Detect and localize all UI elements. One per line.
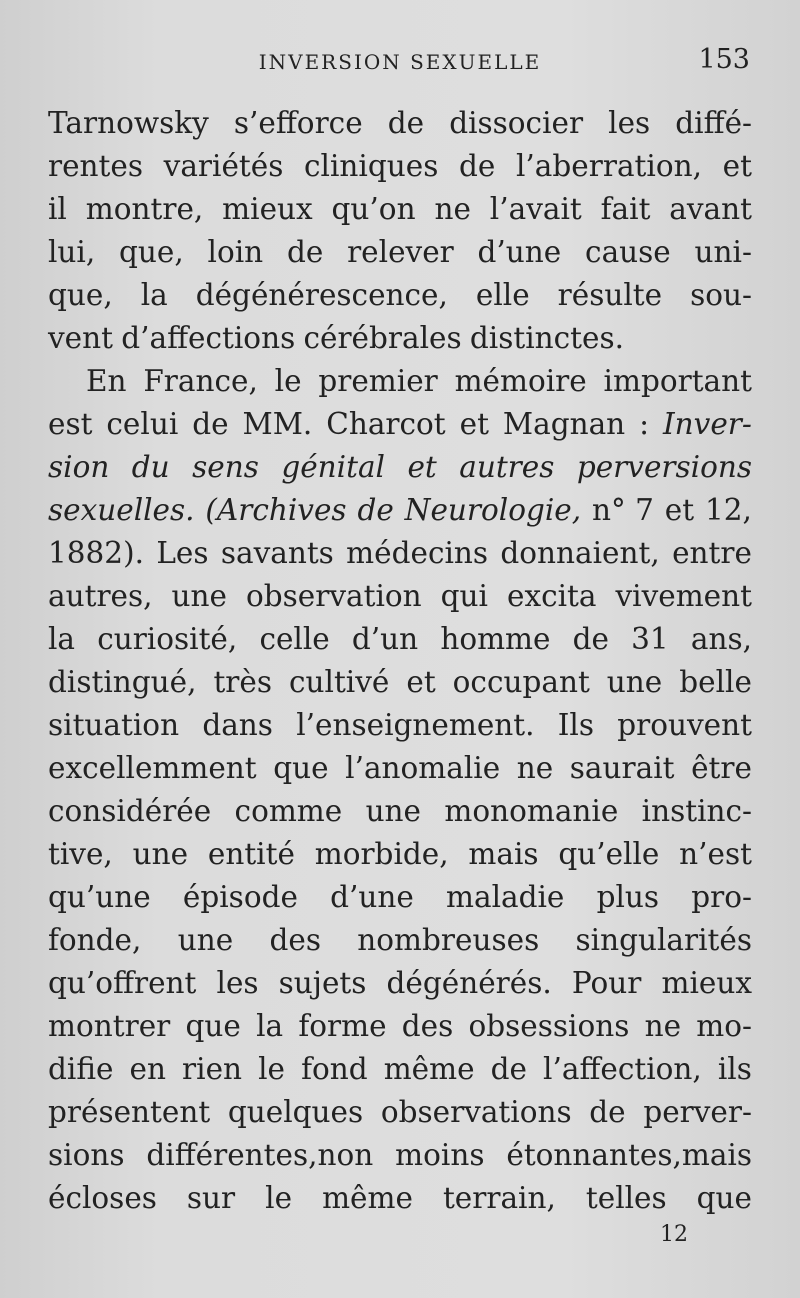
word: instinc-: [641, 794, 752, 828]
word: de: [286, 235, 324, 269]
word: vivement: [615, 579, 752, 613]
word: sou-: [690, 278, 752, 312]
word: d’un: [351, 622, 419, 656]
text-line: [48, 188, 752, 231]
word: que,: [119, 235, 184, 269]
word: dégénérés.: [386, 966, 552, 1000]
word: monomanie: [444, 794, 619, 828]
word: qu’on: [331, 192, 416, 226]
word: situation: [48, 708, 180, 742]
word: celui: [106, 407, 179, 441]
text-line: [48, 231, 752, 274]
word: obsessions: [468, 1009, 630, 1043]
word: tive,: [48, 837, 113, 871]
word: et: [406, 665, 436, 699]
word: mémoire: [454, 364, 587, 398]
word: médecins: [346, 536, 489, 570]
running-head: [48, 44, 752, 80]
text-line: [48, 102, 752, 145]
text-line: [48, 1048, 752, 1091]
word: savants: [220, 536, 334, 570]
word: que: [273, 751, 329, 785]
word: Tarnowsky: [48, 106, 209, 140]
word: forme: [298, 1009, 387, 1043]
word: relever: [347, 235, 454, 269]
word: et: [459, 407, 489, 441]
word: une: [606, 665, 663, 699]
word: une: [177, 923, 234, 957]
signature-mark: 12: [660, 1222, 688, 1247]
word: l’enseignement.: [296, 708, 535, 742]
text-line: [48, 962, 752, 1005]
word: France,: [143, 364, 258, 398]
word: une: [132, 837, 189, 871]
text-line: [48, 274, 752, 317]
word: ne: [644, 1009, 682, 1043]
word: difie: [48, 1052, 114, 1086]
word: d’une: [477, 235, 562, 269]
word: sion: [48, 450, 110, 484]
word: dégénérescence,: [195, 278, 448, 312]
text-line: [48, 575, 752, 618]
word: les: [608, 106, 651, 140]
word: est: [48, 407, 93, 441]
word: rentes: [48, 149, 144, 183]
word: terrain,: [442, 1181, 556, 1215]
word: distinctes.: [469, 321, 624, 355]
word: saurait: [569, 751, 675, 785]
word: mieux: [661, 966, 752, 1000]
word: l’aberration,: [516, 149, 702, 183]
word: étonnantes,mais: [506, 1138, 752, 1172]
word: morbide,: [314, 837, 449, 871]
text-line: [48, 919, 752, 962]
word: sur: [186, 1181, 236, 1215]
text-line: [48, 489, 752, 532]
word: curiosité,: [97, 622, 238, 656]
word: nombreuses: [357, 923, 540, 957]
word: il: [48, 192, 67, 226]
word: excellemment: [48, 751, 257, 785]
word: homme: [440, 622, 551, 656]
word: s’efforce: [233, 106, 363, 140]
word: Charcot: [326, 407, 446, 441]
word: mais: [468, 837, 539, 871]
word: n’est: [679, 837, 752, 871]
text-line: [48, 1005, 752, 1048]
text-line: [48, 790, 752, 833]
word: dissocier: [449, 106, 584, 140]
text-line: [48, 618, 752, 661]
text-line: [48, 145, 752, 188]
word: cérébrales: [303, 321, 462, 355]
word: même: [383, 1052, 475, 1086]
word: que: [185, 1009, 241, 1043]
word: cause: [585, 235, 671, 269]
word: le: [265, 1181, 293, 1215]
word: de: [490, 1052, 527, 1086]
word: en: [129, 1052, 166, 1086]
word: de: [192, 407, 229, 441]
word: des: [269, 923, 321, 957]
word: vent: [48, 321, 113, 355]
word: et: [664, 493, 695, 527]
word: le: [258, 1052, 286, 1086]
word: que,: [48, 278, 113, 312]
word: comme: [234, 794, 343, 828]
word: elle: [475, 278, 530, 312]
word: prouvent: [617, 708, 752, 742]
word: fonde,: [48, 923, 142, 957]
word: entre: [672, 536, 752, 570]
word: premier: [318, 364, 438, 398]
word: et: [407, 450, 437, 484]
word: très: [213, 665, 273, 699]
text-line: [48, 1177, 752, 1220]
text-line: [48, 747, 752, 790]
word: une: [171, 579, 227, 613]
word: autres: [459, 450, 555, 484]
word: important: [603, 364, 752, 398]
word: variétés: [163, 149, 284, 183]
word: entité: [207, 837, 295, 871]
word: MM.: [242, 407, 313, 441]
word: montre,: [85, 192, 204, 226]
word: montrer: [48, 1009, 171, 1043]
word: occupant: [452, 665, 590, 699]
word: de: [459, 149, 496, 183]
word: donnaient,: [500, 536, 660, 570]
word: 1882).: [48, 536, 144, 570]
word: observations: [380, 1095, 572, 1129]
word: mieux: [222, 192, 313, 226]
word: singularités: [575, 923, 752, 957]
word: et: [722, 149, 752, 183]
word: loin: [207, 235, 264, 269]
word: Ils: [557, 708, 594, 742]
word: l’anomalie: [345, 751, 501, 785]
word: de: [589, 1095, 626, 1129]
word: résulte: [557, 278, 663, 312]
word: belle: [679, 665, 752, 699]
word: :: [639, 407, 650, 441]
word: qui: [440, 579, 488, 613]
word: de: [357, 493, 394, 527]
word: observation: [246, 579, 422, 613]
word: diffé-: [675, 106, 752, 140]
word: même: [322, 1181, 413, 1215]
word: telles: [585, 1181, 667, 1215]
running-title: INVERSION SEXUELLE: [258, 50, 542, 74]
text-line: [48, 661, 752, 704]
word: distingué,: [48, 665, 197, 699]
word: que: [696, 1181, 752, 1215]
word: Magnan: [502, 407, 626, 441]
word: sujets: [278, 966, 367, 1000]
word: l’affection,: [543, 1052, 702, 1086]
word: épisode: [182, 880, 298, 914]
word: Pour: [571, 966, 642, 1000]
word: 12,: [705, 493, 752, 527]
word: plus: [596, 880, 660, 914]
word: le: [274, 364, 302, 398]
page-number: 153: [698, 44, 750, 75]
word: avant: [669, 192, 752, 226]
text-line: [48, 532, 752, 575]
text-line: [48, 876, 752, 919]
word: être: [691, 751, 752, 785]
body-text: [48, 102, 752, 1220]
word: génital: [281, 450, 385, 484]
word: perversions: [576, 450, 752, 484]
text-line: [48, 317, 752, 360]
word: d’affections: [121, 321, 296, 355]
word: fond: [301, 1052, 368, 1086]
word: uni-: [694, 235, 752, 269]
word: différentes,non: [146, 1138, 374, 1172]
word: Inver-: [663, 407, 752, 441]
text-line: [48, 446, 752, 489]
word: (Archives: [205, 493, 347, 527]
word: considérée: [48, 794, 212, 828]
word: cultivé: [289, 665, 390, 699]
word: quelques: [227, 1095, 364, 1129]
text-line: [48, 833, 752, 876]
word: sexuelles.: [48, 493, 195, 527]
text-line: [48, 1091, 752, 1134]
word: lui,: [48, 235, 96, 269]
word: maladie: [446, 880, 565, 914]
word: d’une: [330, 880, 414, 914]
word: qu’une: [48, 880, 151, 914]
word: du: [131, 450, 170, 484]
text-line: [48, 1134, 752, 1177]
word: présentent: [48, 1095, 211, 1129]
word: pro-: [691, 880, 752, 914]
text-line: [48, 403, 752, 446]
word: sens: [192, 450, 259, 484]
word: rien: [182, 1052, 243, 1086]
word: En: [86, 364, 127, 398]
word: mo-: [696, 1009, 752, 1043]
word: n° 7: [592, 493, 654, 527]
word: des: [401, 1009, 454, 1043]
word: de: [572, 622, 609, 656]
word: la: [140, 278, 168, 312]
word: cliniques: [304, 149, 439, 183]
word: les: [216, 966, 259, 1000]
word: fait: [600, 192, 651, 226]
word: écloses: [48, 1181, 157, 1215]
word: la: [48, 622, 76, 656]
word: de: [387, 106, 425, 140]
text-line: [48, 360, 752, 403]
word: la: [256, 1009, 284, 1043]
word: dans: [202, 708, 273, 742]
word: Neurologie,: [404, 493, 582, 527]
word: ne: [434, 192, 471, 226]
word: autres,: [48, 579, 153, 613]
word: moins: [395, 1138, 485, 1172]
word: l’avait: [489, 192, 582, 226]
word: qu’offrent: [48, 966, 197, 1000]
word: ils: [717, 1052, 752, 1086]
word: excita: [506, 579, 597, 613]
word: une: [365, 794, 422, 828]
word: ne: [516, 751, 554, 785]
word: qu’elle: [558, 837, 660, 871]
word: 31: [631, 622, 669, 656]
word: ans,: [690, 622, 752, 656]
word: perver-: [643, 1095, 752, 1129]
text-line: [48, 704, 752, 747]
word: sions: [48, 1138, 125, 1172]
word: celle: [259, 622, 330, 656]
word: Les: [156, 536, 209, 570]
